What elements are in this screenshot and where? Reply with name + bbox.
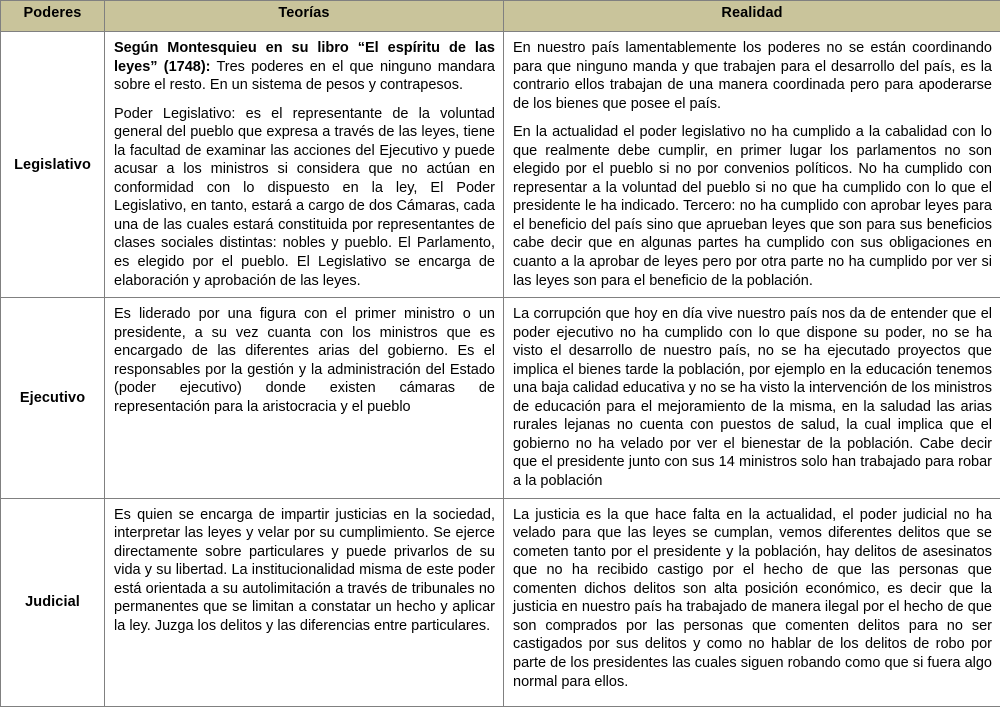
column-header-poderes: Poderes <box>1 1 105 32</box>
reality-cell-legislativo <box>504 32 1000 298</box>
reality-paragraph: La corrupción que hoy en día vive nuestro país nos da de entender que el poder ejecutivo no ha cumplido con lo que dispone su poder, no se ha visto el desarrollo de nuestro país, no se ha ejecutado proyectos que implica el bienes tarde la población, por ejemplo en la educación tenemos una baja calidad educativa y no se ha visto la intervención de los ministros de educación para el mejoramiento de la misma, en la saludad las arias rurales lejanas no cuenta con puestos de salud, la cual implica que el gobierno no ha velado por ver el bienestar de la población. Cabe decir que el presidente junto con sus 14 ministros solo han trabajado para robar a la población <box>513 305 992 490</box>
table-row <box>1 32 1000 298</box>
reality-cell-ejecutivo <box>504 298 1000 498</box>
theory-lead-text: Según Montesquieu en su libro “El espíritu de las leyes” (1748): <box>114 40 495 75</box>
theory-paragraph <box>114 39 495 95</box>
theory-lead-continuation: Tres poderes en el que ninguno mandara sobre el resto. En un sistema de pesos y contrapesos. <box>114 59 495 94</box>
power-name-legislativo: Legislativo <box>1 32 105 298</box>
reality-paragraph: En nuestro país lamentablemente los poderes no se están coordinando para que ninguno manda y que trabajen para el desarrollo del país, es la contrario ellos trabajan de una manera coordinada pero para apoderarse de los bienes que posee el país. <box>513 39 992 113</box>
theory-paragraph: Es liderado por una figura con el primer ministro o un presidente, a su vez cuanta con los ministros que es encargado de las diferentes arias del gobierno. Es el responsables por la gestión y la administración del Estado (poder ejecutivo) donde existen cámaras de representación para la aristocracia y el pueblo <box>114 305 495 416</box>
theory-cell-judicial <box>105 498 504 706</box>
reality-paragraph: La justicia es la que hace falta en la actualidad, el poder judicial no ha velado para que las leyes se cumplan, vemos diferentes delitos que se cometen tanto por el presidente y la población, hay delitos de asesinatos que no ha recibido castigo por el hecho de que las personas que comenten dichos delitos son alta posición económico, es decir que la justicia en nuestro país ha trabajado de manera ilegal por el hecho de que son comprados por las personas que comenten delitos para no ser castigados por sus delitos y como no hablar de los delitos de robo por parte de los presidentes las cuales siguen robando como que si fuera algo normal para ellos. <box>513 506 992 691</box>
theory-paragraph: Poder Legislativo: es el representante de la voluntad general del pueblo que expresa a través de las leyes, tiene la facultad de examinar las acciones del Ejecutivo y puede acusar a los ministros si considera que no actúan en conformidad con lo dispuesto en la ley, El Poder Legislativo, en tanto, estará a cargo de dos Cámaras, cada una de las cuales estará constituida por representantes de clases sociales distintas: nobles y pueblo. El Parlamento, es elegido por el pueblo. El Legislativo se encarga de elaboración y aprobación de las leyes. <box>114 105 495 290</box>
column-header-teorias: Teorías <box>105 1 504 32</box>
table-header-row <box>1 1 1000 32</box>
theory-paragraph: Es quien se encarga de impartir justicias en la sociedad, interpretar las leyes y velar por su cumplimiento. Se ejerce directamente sobre particulares y puede privarlos de su vida y su libertad. La institucionalidad misma de este poder está orientada a su autolimitación a través de tribunales no permanentes que se limitan a constatar un hecho y aplicar la ley. Juzga los delitos y las diferencias entre particulares. <box>114 506 495 636</box>
table-body <box>1 32 1000 707</box>
reality-paragraph: En la actualidad el poder legislativo no ha cumplido a la cabalidad con lo que realmente debe cumplir, en primer lugar los parlamentos no son elegido por el pueblo si no por convenios políticos. No ha cumplido con representar a la voluntad del pueblo si no que ha cumplido con lo que el presidente le ha indicado. Tercero: no ha cumplido con aprobar leyes para el beneficio del país sino que aprueban leyes que son para sus beneficios cabe decir que en algunas partes ha cumplido con sus obligaciones en cuanto a la aprobar de leyes pero por otra parte no ha cumplido por ver si las leyes son para el beneficio de la población. <box>513 123 992 290</box>
reality-cell-judicial <box>504 498 1000 706</box>
theory-cell-legislativo <box>105 32 504 298</box>
table-row <box>1 498 1000 706</box>
power-name-ejecutivo: Ejecutivo <box>1 298 105 498</box>
power-name-judicial: Judicial <box>1 498 105 706</box>
column-header-realidad: Realidad <box>504 1 1000 32</box>
theory-cell-ejecutivo <box>105 298 504 498</box>
table-header <box>1 1 1000 32</box>
table-row <box>1 298 1000 498</box>
